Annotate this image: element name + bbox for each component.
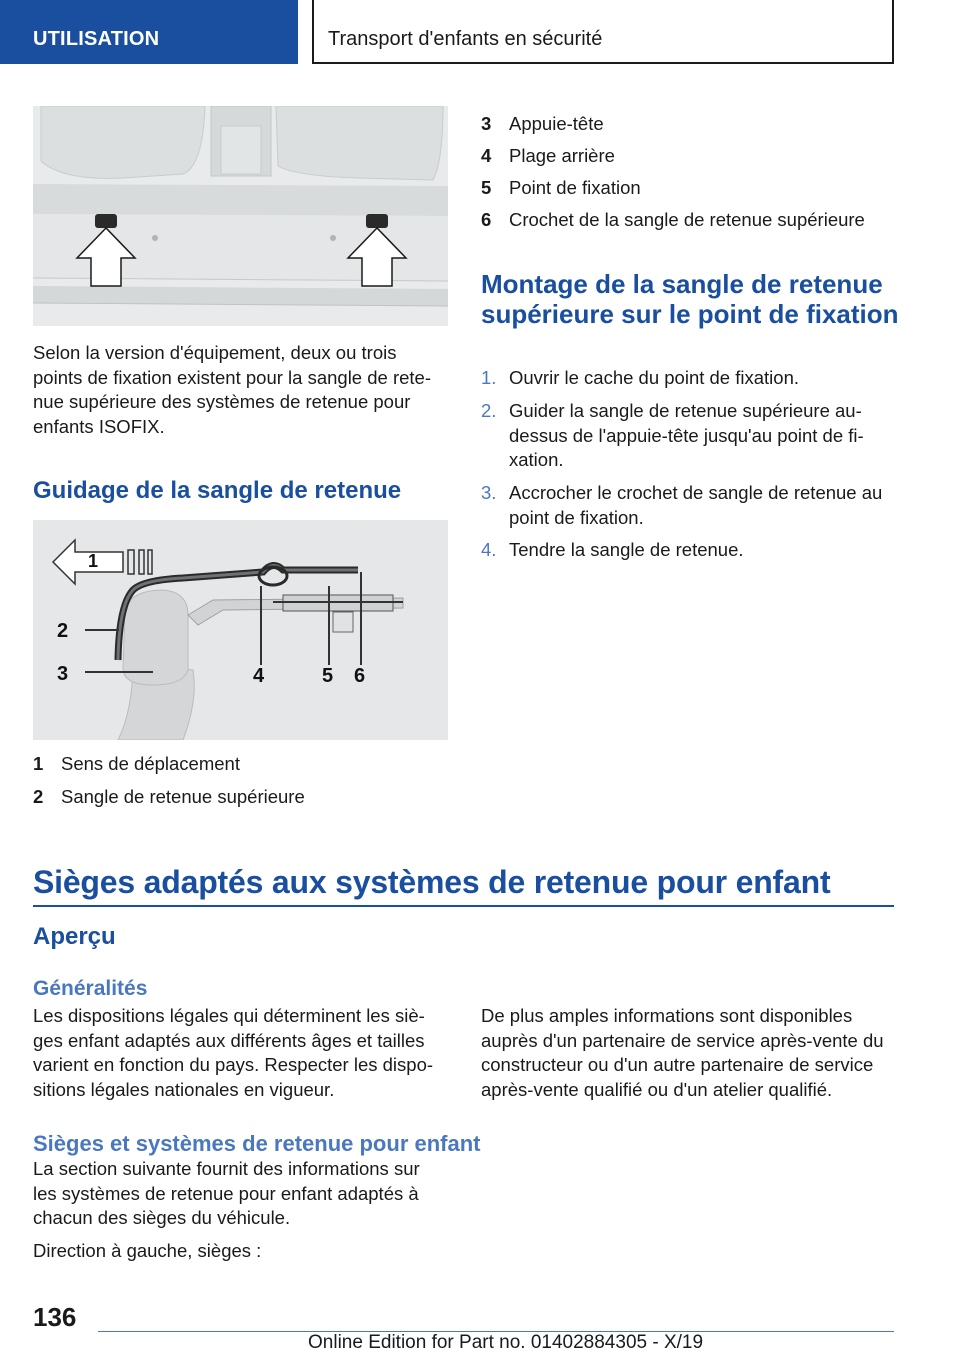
generalites-heading: Généralités — [33, 977, 148, 1000]
diagram-label-3: 3 — [57, 663, 69, 685]
edition-note: Online Edition for Part no. 01402884305 - X/19 — [308, 1332, 704, 1353]
generalites-left-paragraph: Les dispositions légales qui déterminent les siè-ges enfant adaptés aux différents âges et tailles varient en fonction du pays. Respecter les dispo-sitions légales nationales en vigueur. — [33, 1005, 434, 1100]
diagram-label-1: 1 — [88, 551, 99, 571]
page-number: 136 — [33, 1302, 77, 1332]
strap-routing-diagram — [33, 520, 448, 740]
sieges-paragraph: La section suivante fournit des informations sur les systèmes de retenue pour enfant adaptés à chacun des sièges du véhicule. — [33, 1158, 420, 1228]
section-title: UTILISATION — [33, 28, 160, 50]
guidage-heading: Guidage de la sangle de retenue — [33, 477, 402, 504]
sieges-heading: Sièges et systèmes de retenue pour enfant — [33, 1131, 481, 1156]
diagram-label-5: 5 — [322, 665, 334, 687]
section-tab — [0, 0, 298, 64]
generalites-right-paragraph: De plus amples informations sont disponibles auprès d'un partenaire de service après-vente du constructeur ou d'un autre partenaire de service après-vente qualifié ou d'un atelier qualifié. — [481, 1005, 884, 1100]
montage-heading: Montage de la sangle de retenue supérieure sur le point de fixation — [481, 269, 899, 329]
apercu-heading: Aperçu — [33, 923, 116, 950]
chapter-header — [312, 0, 894, 64]
diagram-label-2: 2 — [57, 620, 69, 642]
section-title: Sièges adaptés aux systèmes de retenue pour enfant — [33, 864, 831, 900]
chapter-title: Transport d'enfants en sécurité — [328, 28, 603, 50]
direction-text: Direction à gauche, sièges : — [33, 1240, 262, 1261]
diagram-label-6: 6 — [354, 665, 366, 687]
intro-paragraph: Selon la version d'équipement, deux ou trois points de fixation existent pour la sangle de rete-nue supérieure des systèmes de retenue pour enfants ISOFIX. — [33, 342, 431, 437]
diagram-label-4: 4 — [253, 665, 265, 687]
section-divider — [33, 905, 894, 907]
anchor-points-illustration — [33, 106, 448, 326]
